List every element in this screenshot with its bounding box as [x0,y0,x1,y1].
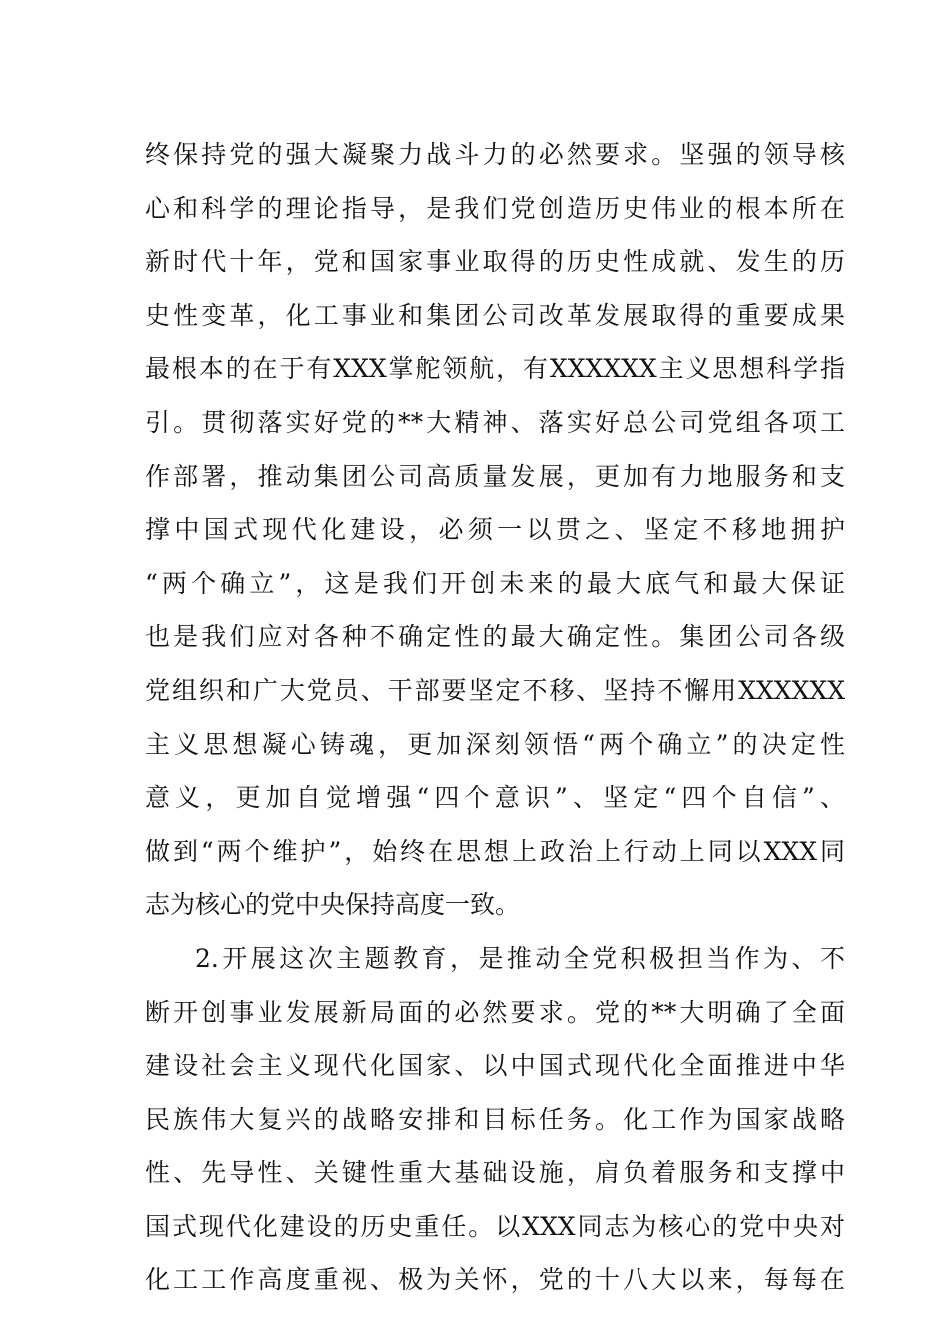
text-line: 性、先导性、关键性重大基础设施，肩负着服务和支撑中 [145,1158,845,1188]
text-line: 做到“两个维护”，始终在思想上政治上行动上同以XXX同 [145,836,845,866]
text-line: 新时代十年，党和国家事业取得的历史性成就、发生的历 [145,247,845,277]
paragraph-first-line: 2.开展这次主题教育，是推动全党积极担当作为、不 [195,943,845,973]
text-line: 撑中国式现代化建设，必须一以贯之、坚定不移地拥护 [145,515,845,545]
text-line: 化工工作高度重视、极为关怀，党的十八大以来，每每在 [145,1265,845,1295]
text-line: 断开创事业发展新局面的必然要求。党的**大明确了全面 [145,997,845,1027]
text-line: 意义，更加自觉增强“四个意识”、坚定“四个自信”、 [145,783,845,813]
text-line: 民族伟大复兴的战略安排和目标任务。化工作为国家战略 [145,1104,845,1134]
body-text [145,128,845,1307]
text-line: 志为核心的党中央保持高度一致。 [145,890,521,920]
text-line: 引。贯彻落实好党的**大精神、落实好总公司党组各项工 [145,407,845,437]
text-line: “两个确立”，这是我们开创未来的最大底气和最大保证 [145,568,845,598]
text-line: 党组织和广大党员、干部要坚定不移、坚持不懈用XXXXXX [145,675,845,705]
text-line: 最根本的在于有XXX掌舵领航，有XXXXXX主义思想科学指 [145,354,845,384]
text-line: 心和科学的理论指导，是我们党创造历史伟业的根本所在 [145,193,845,223]
text-line: 国式现代化建设的历史重任。以XXX同志为核心的党中央对 [145,1211,845,1241]
text-line: 史性变革，化工事业和集团公司改革发展取得的重要成果 [145,300,845,330]
text-line: 建设社会主义现代化国家、以中国式现代化全面推进中华 [145,1051,845,1081]
text-line: 终保持党的强大凝聚力战斗力的必然要求。坚强的领导核 [145,140,845,169]
text-line: 也是我们应对各种不确定性的最大确定性。集团公司各级 [145,622,845,652]
text-line: 作部署，推动集团公司高质量发展，更加有力地服务和支 [145,461,845,491]
text-line: 主义思想凝心铸魂，更加深刻领悟“两个确立”的决定性 [145,729,845,759]
